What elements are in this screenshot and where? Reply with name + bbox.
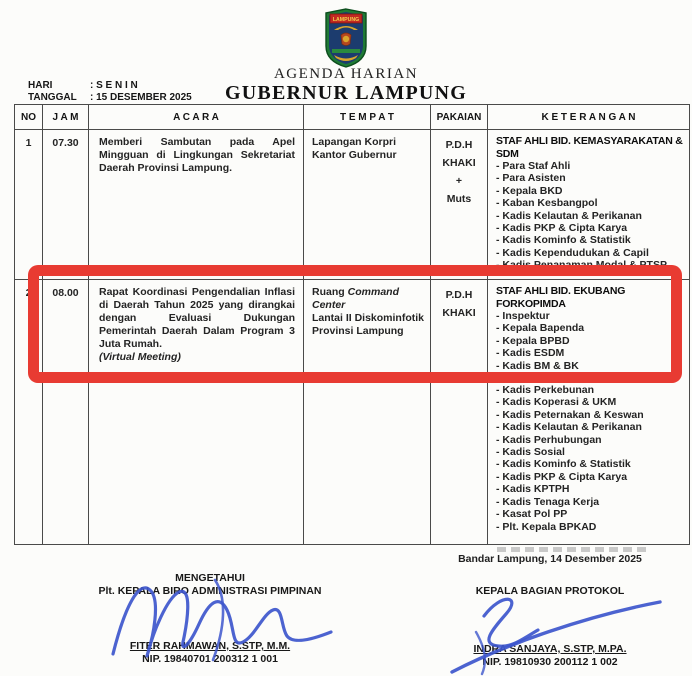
tempat-line: Lantai II Diskominfotik	[312, 312, 425, 324]
keterangan-item: - Plt. Kepala BPKAD	[496, 521, 685, 533]
acara-text: Rapat Koordinasi Pengendalian Inflasi di Daerah Tahun 2025 yang dirangkai dengan Evaluasi Dukungan Pemerintah Daerah Dalam Program 3 Juta Rumah.	[99, 286, 295, 350]
keterangan-item: - Kadis Kependudukan & Capil	[496, 247, 685, 259]
keterangan-item: - Kepala BKD	[496, 185, 685, 197]
column-header-jam: J A M	[43, 105, 89, 130]
keterangan-item: - Kadis PKP & Cipta Karya	[496, 471, 685, 483]
keterangan-item: - Kadis Kelautan & Perikanan	[496, 210, 685, 222]
table-row	[15, 280, 690, 545]
tempat-prefix: Ruang	[312, 286, 345, 298]
keterangan-item: - Kadis Perkebunan	[496, 384, 685, 396]
cell-pakaian	[431, 280, 488, 545]
lampung-seal-logo	[324, 8, 368, 68]
cell-keterangan	[488, 280, 690, 545]
keterangan-item: - Kadis PKP & Cipta Karya	[496, 222, 685, 234]
logo-banner-text: LAMPUNG	[332, 17, 360, 23]
table-row	[15, 130, 690, 280]
table-header-row	[15, 105, 690, 130]
pakaian-line: +	[455, 175, 463, 187]
hari-value: : S E N I N	[90, 80, 138, 91]
keterangan-list	[496, 310, 685, 372]
right-signer-nip: NIP. 19810930 200112 1 002	[482, 656, 618, 668]
pakaian-line: KHAKI	[442, 157, 476, 169]
pakaian-line: P.D.H	[445, 139, 473, 151]
tempat-line: Kantor Gubernur	[312, 149, 397, 161]
signature-block-right	[420, 585, 680, 669]
tanggal-label: TANGGAL	[28, 92, 77, 103]
right-signer-name: INDRA SANJAYA, S.STP, M.PA.	[473, 643, 627, 655]
cell-keterangan	[488, 130, 690, 280]
keterangan-item: - Para Staf Ahli	[496, 160, 685, 172]
signature-space	[420, 598, 680, 643]
tempat-line: Provinsi Lampung	[312, 325, 404, 337]
tanggal-value: : 15 DESEMBER 2025	[90, 92, 192, 103]
keterangan-item: - Kadis Koperasi & UKM	[496, 396, 685, 408]
tempat-room-name: Command Center	[312, 286, 400, 311]
tempat-line: Lapangan Korpri	[312, 136, 397, 148]
tempat-line	[312, 286, 426, 312]
keterangan-item: - Kadis Kominfo & Statistik	[496, 458, 685, 470]
keterangan-item: - Kadis ESDM	[496, 347, 685, 359]
keterangan-item: - Kadis Sosial	[496, 446, 685, 458]
agenda-table	[14, 104, 690, 545]
pakaian-line: P.D.H	[445, 289, 473, 301]
left-signer-name: FITER RAHMAWAN, S.STP, M.M.	[129, 640, 291, 652]
column-header-keterangan: K E T E R A N G A N	[488, 105, 690, 130]
cell-pakaian	[431, 130, 488, 280]
keterangan-list	[496, 160, 685, 272]
keterangan-item: - Kadis Kominfo & Statistik	[496, 234, 685, 246]
pakaian-line: Muts	[446, 193, 472, 205]
column-header-pakaian: PAKAIAN	[431, 105, 488, 130]
keterangan-item: - Kadis Kelautan & Perikanan	[496, 421, 685, 433]
keterangan-item: - Kadis BM & BK	[496, 360, 685, 372]
hari-row	[28, 80, 192, 92]
left-signer-nip: NIP. 19840701 200312 1 001	[142, 653, 278, 665]
keterangan-item: - Kadis KPTPH	[496, 483, 685, 495]
keterangan-list-continued	[496, 384, 685, 533]
right-signer-title: KEPALA BAGIAN PROTOKOL	[475, 585, 625, 597]
keterangan-item: - Inspektur	[496, 310, 685, 322]
cell-acara: Memberi Sambutan pada Apel Mingguan di Lingkungan Sekretariat Daerah Provinsi Lampung.	[89, 130, 304, 280]
cell-tempat	[304, 130, 431, 280]
keterangan-item: - Kepala Bapenda	[496, 322, 685, 334]
mengetahui-label: MENGETAHUI	[175, 572, 245, 584]
keterangan-item: - Kadis Peternakan & Keswan	[496, 409, 685, 421]
column-header-acara: A C A R A	[89, 105, 304, 130]
signature-block-left	[40, 572, 380, 666]
keterangan-heading: STAF AHLI BID. KEMASYARAKATAN & SDM	[496, 135, 683, 160]
document-title: AGENDA HARIAN	[273, 66, 419, 82]
left-signer-title: Plt. KEPALA BIRO ADMINISTRASI PIMPINAN	[98, 585, 322, 597]
place-date-line: Bandar Lampung, 14 Desember 2025	[458, 553, 642, 565]
keterangan-heading: STAF AHLI BID. EKUBANG FORKOPIMDA	[496, 285, 626, 310]
keterangan-item: - Kaban Kesbangpol	[496, 197, 685, 209]
tempat-rest	[312, 312, 426, 338]
column-header-tempat: T E M P A T	[304, 105, 431, 130]
clipped-text-artifact	[497, 547, 647, 552]
day-date-block	[28, 80, 192, 104]
column-header-no: NO	[15, 105, 43, 130]
cell-no: 2	[15, 280, 43, 545]
hari-label: HARI	[28, 80, 53, 91]
cell-tempat	[304, 280, 431, 545]
signature-space	[40, 598, 380, 640]
cell-jam: 08.00	[43, 280, 89, 545]
keterangan-item: - Kepala BPBD	[496, 335, 685, 347]
keterangan-item: - Kadis Perhubungan	[496, 434, 685, 446]
keterangan-item: - Kasat Pol PP	[496, 508, 685, 520]
cell-no: 1	[15, 130, 43, 280]
cell-jam: 07.30	[43, 130, 89, 280]
acara-note: (Virtual Meeting)	[99, 351, 181, 363]
keterangan-item: - Kadis Tenaga Kerja	[496, 496, 685, 508]
document-subtitle: GUBERNUR LAMPUNG	[225, 82, 467, 104]
cell-acara	[89, 280, 304, 545]
pakaian-line: KHAKI	[442, 307, 476, 319]
tanggal-row	[28, 92, 192, 104]
keterangan-item: - Para Asisten	[496, 172, 685, 184]
keterangan-item: - Kadis Penanaman Modal & PTSP	[496, 259, 685, 271]
